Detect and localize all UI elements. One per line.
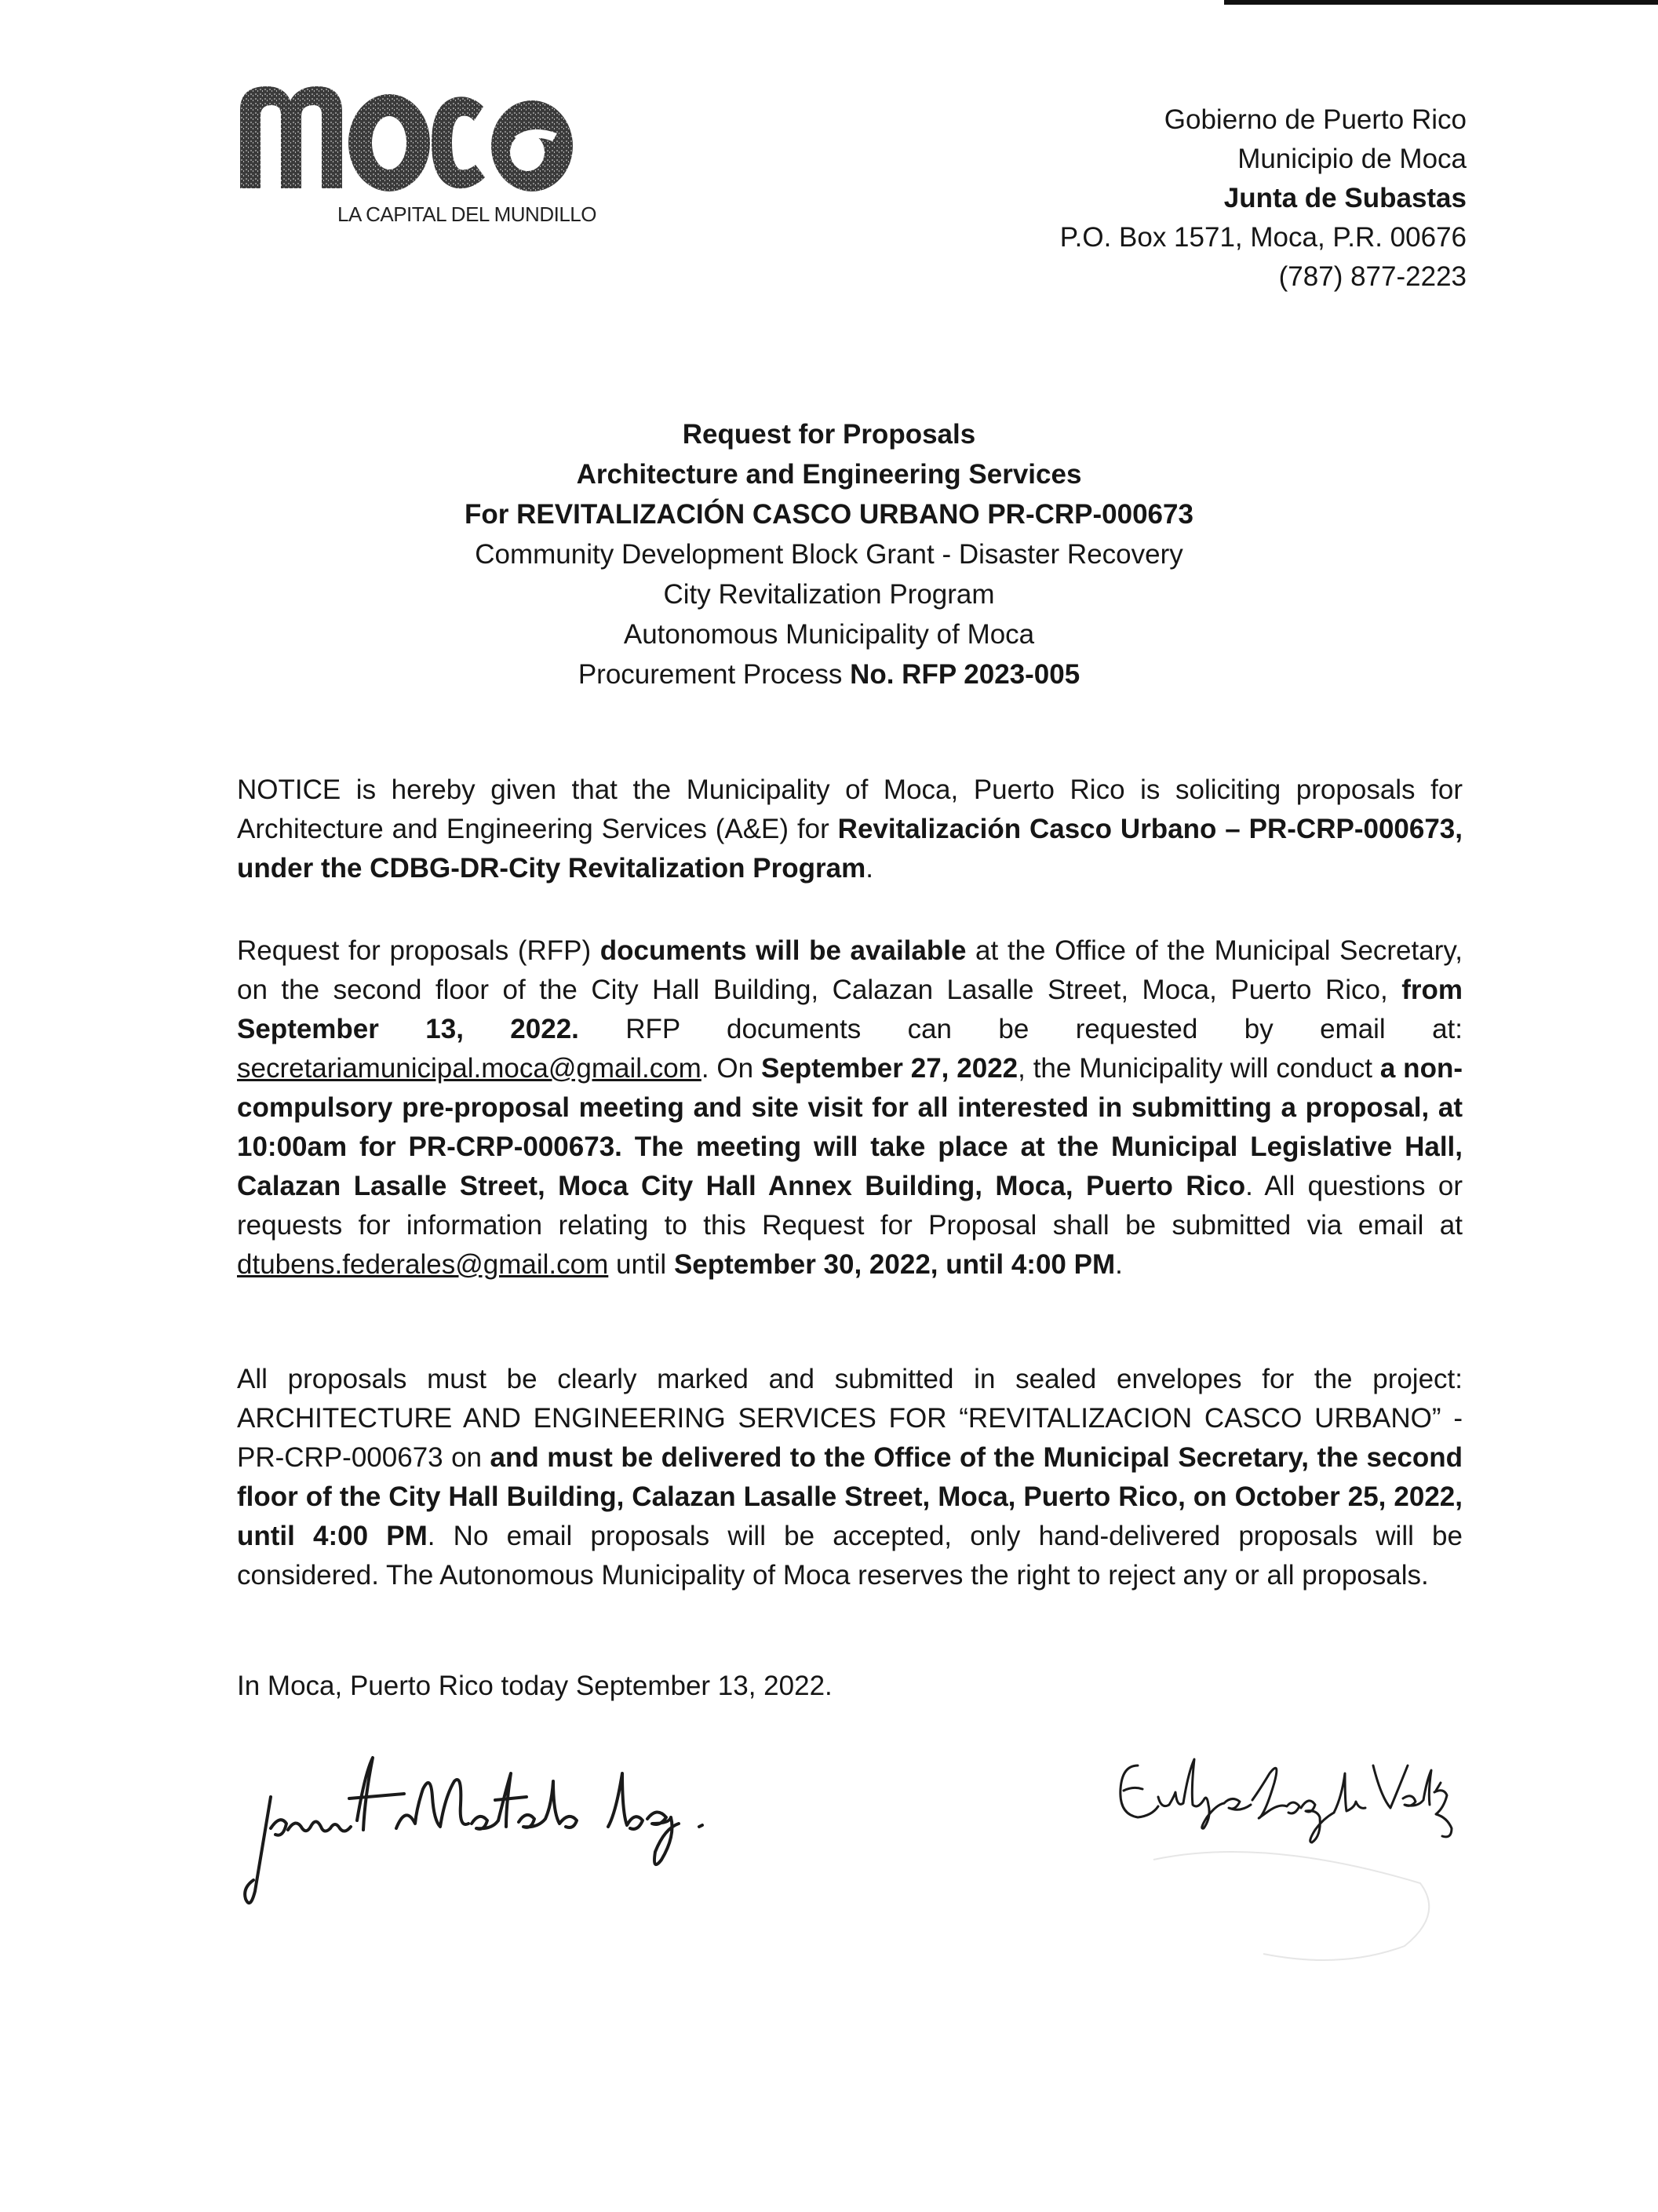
meeting-details: a non-compulsory pre-proposal meeting and site visit for all interested in submitting a proposal, at 10:00am for PR-CRP-000673. The meeting will take place at the Municipal Legislative Hall, Calazan Lasalle Street, Moca City Hall Annex Building, Moca, Puerto Rico: [237, 1053, 1463, 1201]
submission-delivery-details: and must be delivered to the Office of the Municipal Secretary, the second floor of the City Hall Building, Calazan Lasalle Street, Moca, Puerto Rico, on October 25, 2022, until 4:00 PM: [237, 1442, 1463, 1551]
notice-text: NOTICE is hereby given that the Municipality of Moca, Puerto Rico is soliciting proposals for Architecture and Engineering Services (A&E) for: [237, 774, 1463, 844]
rfp-text-5: , the Municipality will conduct: [1018, 1053, 1380, 1084]
board-line: Junta de Subastas: [1223, 183, 1467, 213]
title-line-7: [0, 654, 1658, 694]
title-line-1: Request for Proposals: [682, 419, 976, 450]
rfp-text-3: RFP documents can be requested by email at:: [578, 1014, 1463, 1044]
moca-logo: [235, 78, 612, 235]
document-title-block: [0, 414, 1658, 694]
logo-tagline: LA CAPITAL DEL MUNDILLO: [337, 202, 596, 226]
rfp-text-6: . All questions or requests for information relating to this Request for Proposal shall be submitted via email at: [237, 1171, 1463, 1241]
notice-project-name: Revitalización Casco Urbano – PR-CRP-000673, under the CDBG-DR-City Revitalization Program: [237, 814, 1463, 884]
date-line: [237, 1667, 1463, 1706]
phone-line: (787) 877-2223: [1278, 261, 1467, 292]
date-text: In Moca, Puerto Rico today September 13, 2022.: [237, 1671, 833, 1701]
title-line-5: City Revitalization Program: [663, 579, 995, 610]
submission-paragraph: [237, 1360, 1463, 1595]
questions-email-link[interactable]: dtubens.federales@gmail.com: [237, 1249, 609, 1280]
title-line-2: Architecture and Engineering Services: [576, 459, 1082, 490]
secretary-email-link[interactable]: secretariamunicipal.moca@gmail.com: [237, 1053, 701, 1084]
rfp-text-2: at the Office of the Municipal Secretary, on the second floor of the City Hall Building, Calazan Lasalle Street, Moca, Puerto Rico,: [237, 935, 1463, 1005]
rfp-bold-1: documents will be available: [599, 935, 967, 966]
municipality-line: Municipio de Moca: [1237, 144, 1467, 174]
letterhead: [1060, 100, 1467, 297]
notice-paragraph: [237, 771, 1463, 888]
right-signature: [1106, 1742, 1475, 1977]
title-line-6: Autonomous Municipality of Moca: [623, 619, 1035, 650]
title-line-3: For REVITALIZACIÓN CASCO URBANO PR-CRP-000673: [465, 499, 1193, 530]
rfp-text-4: . On: [701, 1053, 761, 1084]
rfp-text-1: Request for proposals (RFP): [237, 935, 600, 966]
rfp-text-7: until: [608, 1249, 674, 1280]
rfp-availability-paragraph: [237, 931, 1463, 1285]
notice-period: .: [865, 853, 873, 884]
submission-text-1: All proposals must be clearly marked and submitted in sealed envelopes for the project: ARCHITECTURE AND ENGINEERING SERVICES FOR “REVITALIZACION CASCO URBANO” - PR-CRP-000673 on: [237, 1364, 1463, 1473]
moca-wordmark-logo: [235, 78, 612, 204]
government-line: Gobierno de Puerto Rico: [1164, 104, 1467, 135]
title-line-4: Community Development Block Grant - Disaster Recovery: [475, 539, 1183, 570]
rfp-start-date: from September 13, 2022.: [237, 975, 1463, 1044]
address-line: P.O. Box 1571, Moca, P.R. 00676: [1059, 222, 1467, 253]
rfp-text-8: .: [1115, 1249, 1123, 1280]
left-signature: [239, 1742, 789, 1915]
questions-deadline: September 30, 2022, until 4:00 PM: [673, 1249, 1116, 1280]
procurement-number: No. RFP 2023-005: [850, 659, 1080, 690]
procurement-label: Procurement Process: [578, 659, 851, 690]
submission-text-2: . No email proposals will be accepted, only hand-delivered proposals will be considered. The Autonomous Municipality of Moca reserves the right to reject any or all proposals.: [237, 1521, 1463, 1591]
scan-edge-mark: [1224, 0, 1658, 5]
meeting-date: September 27, 2022: [760, 1053, 1018, 1084]
